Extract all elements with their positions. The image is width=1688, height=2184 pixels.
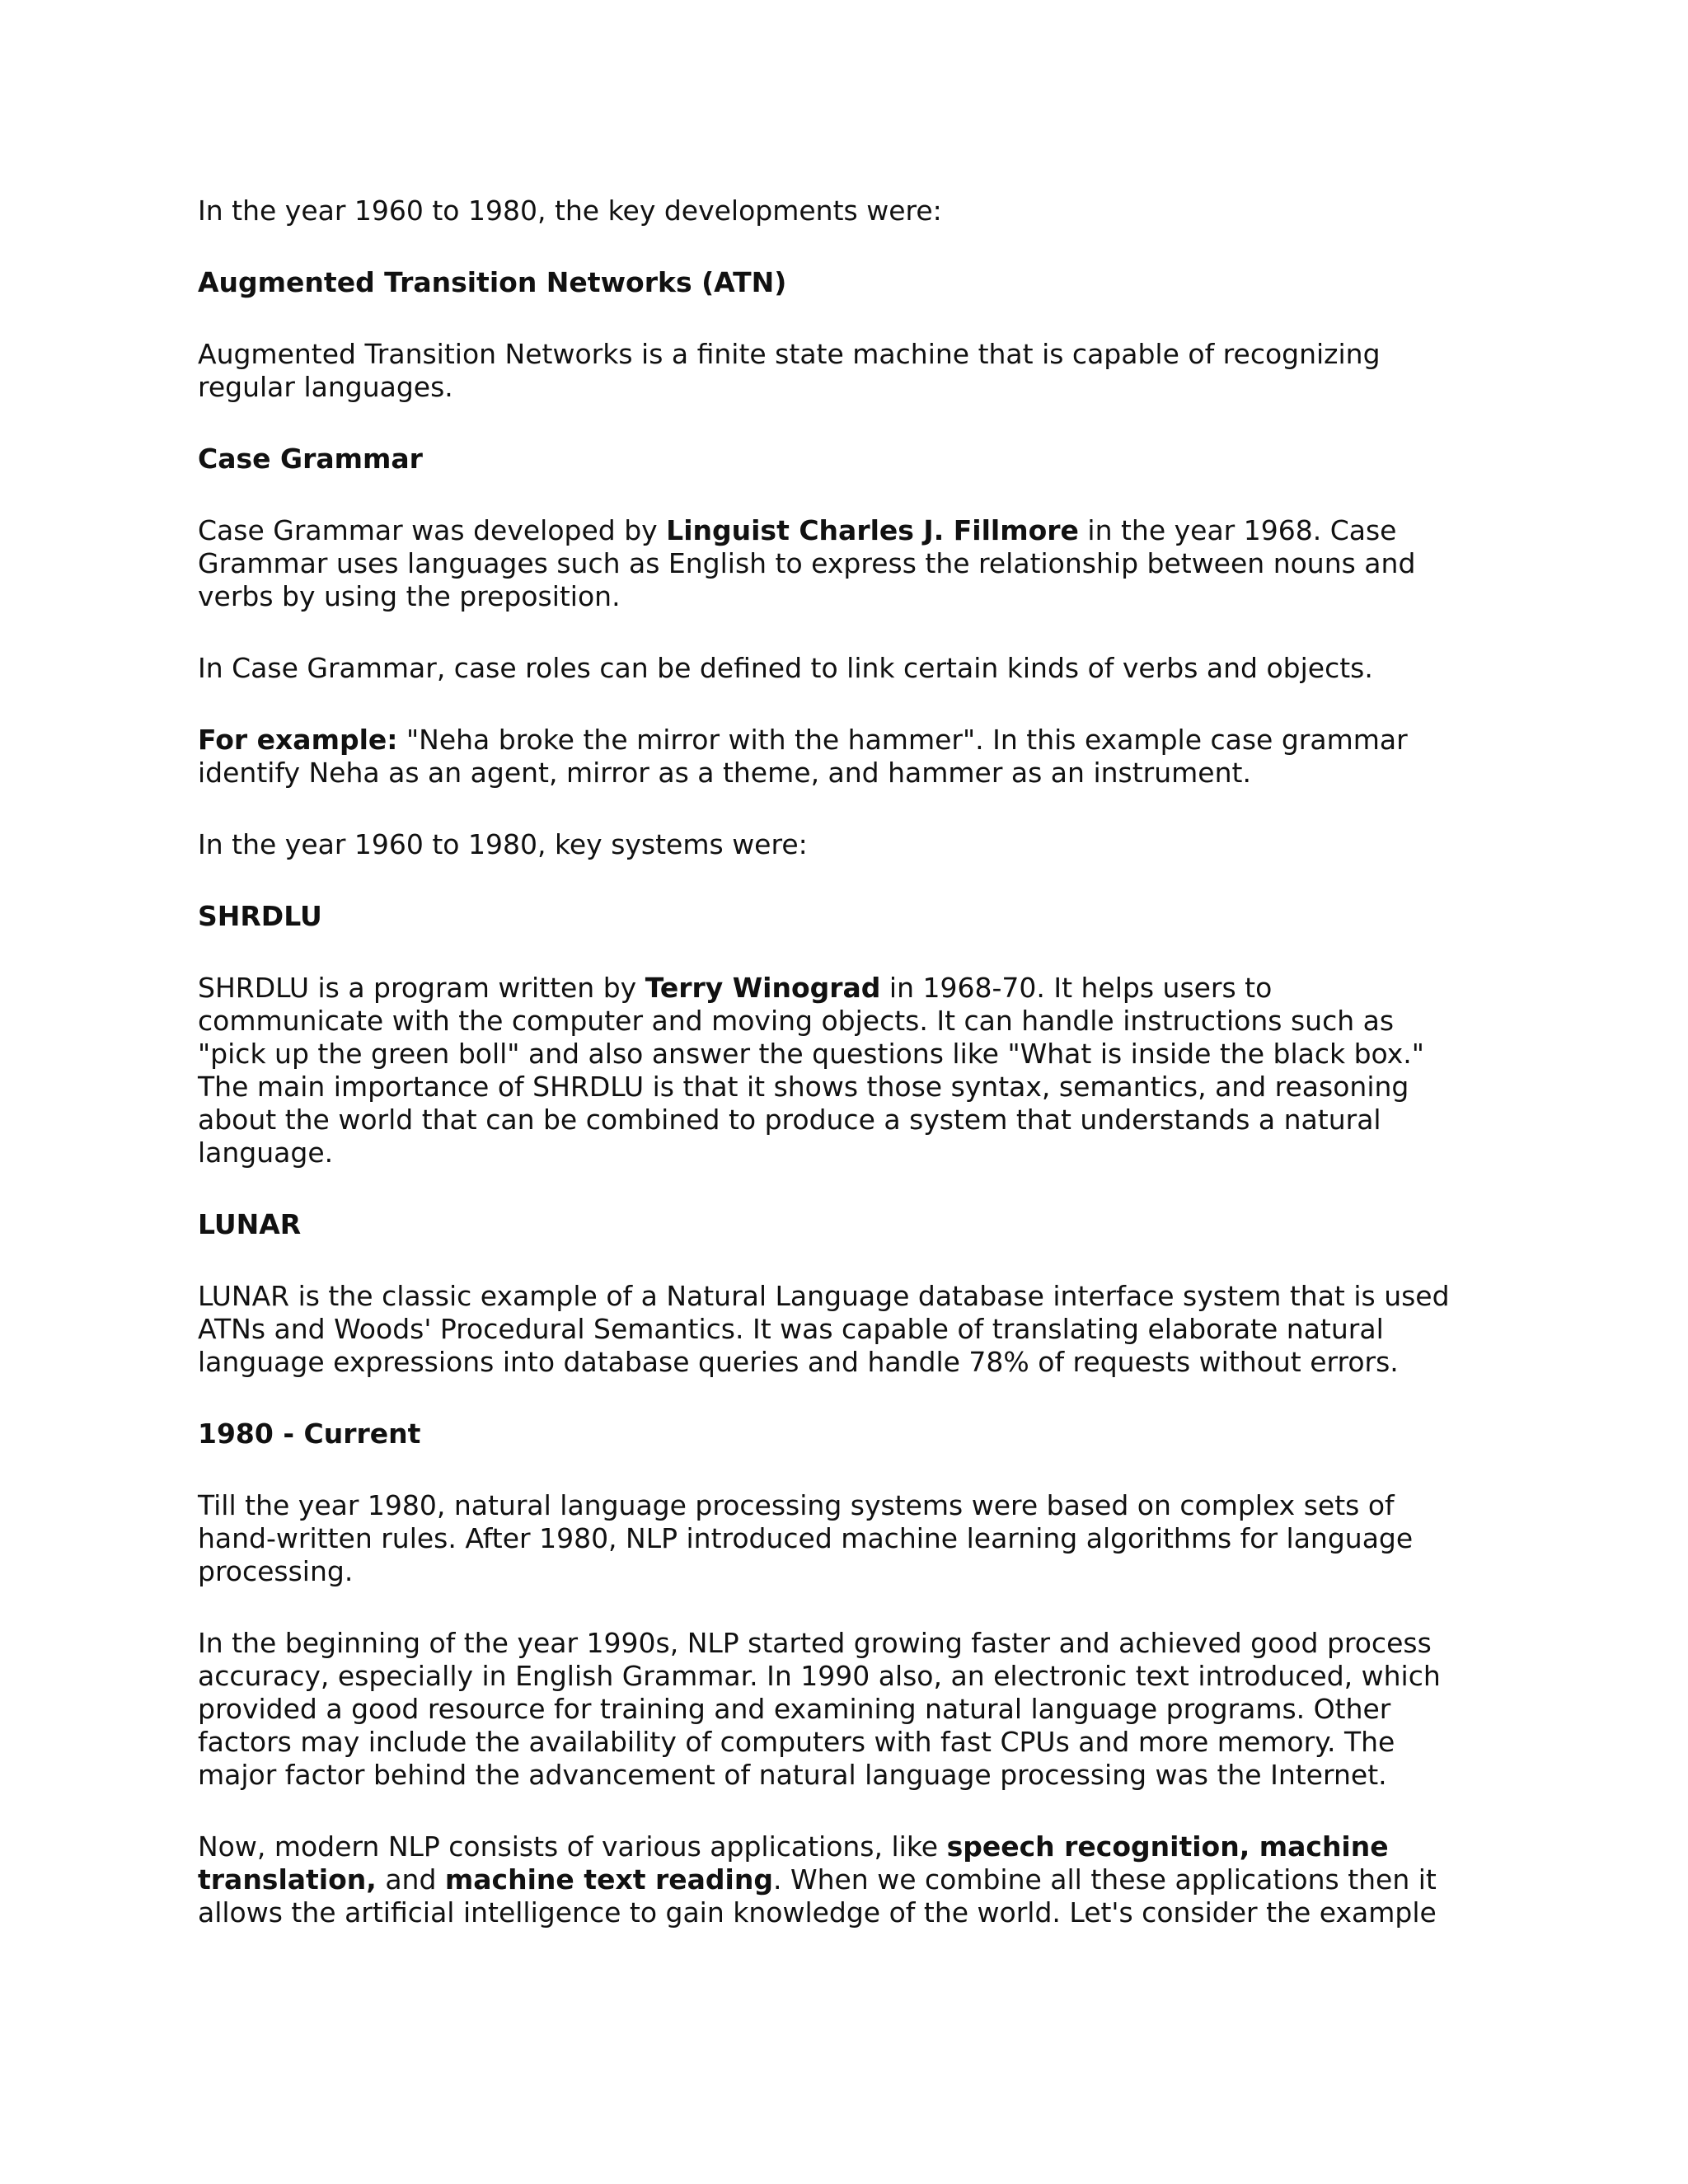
case-grammar-paragraph-2 xyxy=(198,652,1508,685)
systems-intro-paragraph xyxy=(198,828,1508,861)
case-grammar-line-1-end: in the year 1968. Case xyxy=(1078,514,1397,546)
case-grammar-line-1 xyxy=(198,514,1508,547)
case-grammar-line-3: verbs by using the preposition. xyxy=(198,580,621,612)
shrdlu-line-1 xyxy=(198,972,1508,1005)
current-heading: 1980 - Current xyxy=(198,1418,421,1450)
machine-text-reading-term: machine text reading xyxy=(444,1863,773,1896)
atn-line-2: regular languages. xyxy=(198,371,453,403)
document-page xyxy=(198,194,1508,1968)
current-p2-line-4: factors may include the availability of computers with fast CPUs and more memory. The xyxy=(198,1726,1395,1758)
current-p2-line-2: accuracy, especially in English Grammar. In 1990 also, an electronic text introduced, which xyxy=(198,1660,1441,1692)
winograd-name: Terry Winograd xyxy=(645,972,881,1004)
shrdlu-paragraph xyxy=(198,972,1508,1169)
shrdlu-heading: SHRDLU xyxy=(198,900,322,932)
current-p3-and: and xyxy=(376,1863,445,1896)
speech-recognition-term: speech recognition, machine xyxy=(946,1830,1389,1863)
case-grammar-line-1-start: Case Grammar was developed by xyxy=(198,514,667,546)
shrdlu-line-2: communicate with the computer and moving objects. It can handle instructions such as xyxy=(198,1005,1395,1037)
case-grammar-line-2: Grammar uses languages such as English to express the relationship between nouns and xyxy=(198,547,1416,579)
current-p1-line-3: processing. xyxy=(198,1555,354,1587)
current-paragraph-2 xyxy=(198,1627,1508,1792)
current-p3-line-1 xyxy=(198,1830,1508,1863)
shrdlu-line-6: language. xyxy=(198,1137,334,1169)
case-grammar-heading: Case Grammar xyxy=(198,443,423,475)
lunar-line-1: LUNAR is the classic example of a Natural Language database interface system that is used xyxy=(198,1280,1450,1312)
current-p2-line-5: major factor behind the advancement of natural language processing was the Internet. xyxy=(198,1759,1387,1791)
fillmore-name: Linguist Charles J. Fillmore xyxy=(666,514,1079,546)
current-p1-line-2: hand-written rules. After 1980, NLP introduced machine learning algorithms for language xyxy=(198,1522,1414,1554)
shrdlu-line-4: The main importance of SHRDLU is that it shows those syntax, semantics, and reasoning xyxy=(198,1071,1409,1103)
example-line-1 xyxy=(198,724,1508,757)
intro-paragraph xyxy=(198,194,1508,227)
current-p2-line-3: provided a good resource for training and examining natural language programs. Other xyxy=(198,1693,1391,1725)
lunar-heading: LUNAR xyxy=(198,1208,302,1240)
atn-line-1: Augmented Transition Networks is a finite state machine that is capable of recognizing xyxy=(198,338,1381,370)
atn-paragraph xyxy=(198,338,1508,404)
case-roles-text: In Case Grammar, case roles can be defined to link certain kinds of verbs and objects. xyxy=(198,652,1373,684)
current-p3-line-1-start: Now, modern NLP consists of various applications, like xyxy=(198,1830,947,1863)
current-paragraph-3 xyxy=(198,1830,1508,1929)
shrdlu-line-3: "pick up the green boll" and also answer the questions like "What is inside the black box." xyxy=(198,1038,1424,1070)
example-paragraph xyxy=(198,724,1508,790)
shrdlu-line-5: about the world that can be combined to produce a system that understands a natural xyxy=(198,1104,1381,1136)
shrdlu-line-1-end: in 1968-70. It helps users to xyxy=(880,972,1273,1004)
current-paragraph-1 xyxy=(198,1489,1508,1588)
atn-heading: Augmented Transition Networks (ATN) xyxy=(198,266,787,298)
current-p3-line-3: allows the artificial intelligence to gain knowledge of the world. Let's consider the example xyxy=(198,1896,1437,1929)
lunar-line-3: language expressions into database queries and handle 78% of requests without errors. xyxy=(198,1346,1399,1378)
current-p3-line-2 xyxy=(198,1863,1508,1896)
example-sentence: "Neha broke the mirror with the hammer". In this example case grammar xyxy=(397,724,1408,756)
lunar-paragraph xyxy=(198,1280,1508,1379)
current-p3-line-2-end: . When we combine all these applications then it xyxy=(772,1863,1437,1896)
example-label: For example: xyxy=(198,724,398,756)
case-grammar-paragraph-1 xyxy=(198,514,1508,613)
example-line-2: identify Neha as an agent, mirror as a theme, and hammer as an instrument. xyxy=(198,757,1251,789)
shrdlu-line-1-start: SHRDLU is a program written by xyxy=(198,972,645,1004)
translation-term: translation, xyxy=(198,1863,377,1896)
systems-intro-text: In the year 1960 to 1980, key systems were: xyxy=(198,828,808,860)
current-p2-line-1: In the beginning of the year 1990s, NLP started growing faster and achieved good process xyxy=(198,1627,1432,1659)
current-p1-line-1: Till the year 1980, natural language processing systems were based on complex sets of xyxy=(198,1489,1395,1521)
lunar-line-2: ATNs and Woods' Procedural Semantics. It was capable of translating elaborate natural xyxy=(198,1313,1384,1345)
intro-text: In the year 1960 to 1980, the key developments were: xyxy=(198,194,942,227)
